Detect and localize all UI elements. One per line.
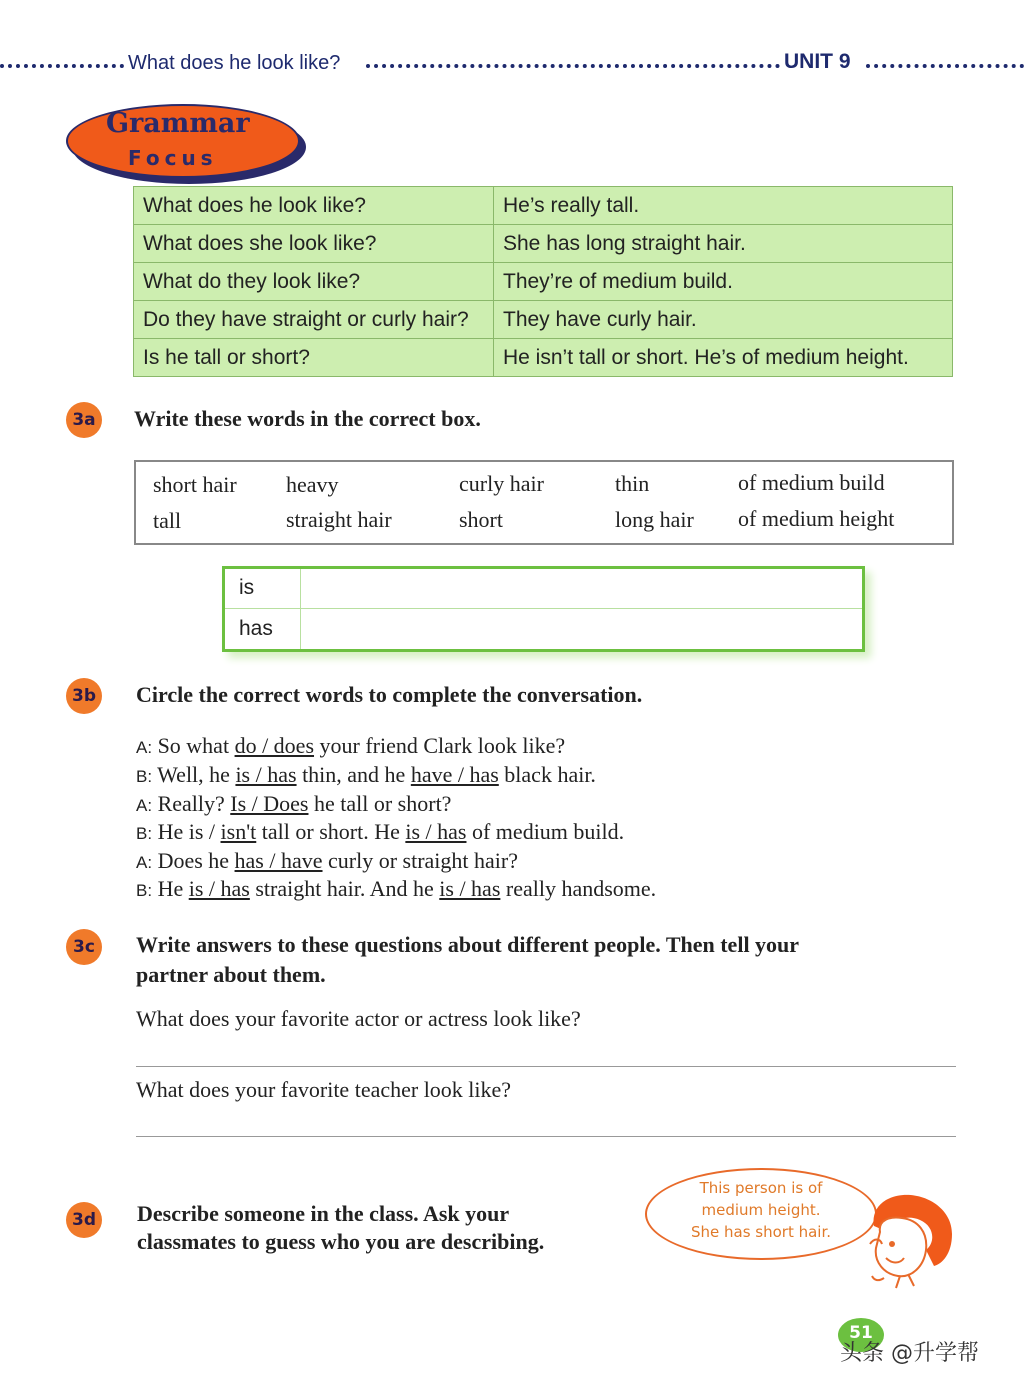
- section-3b-title: Circle the correct words to complete the conversation.: [136, 682, 643, 707]
- line-text: thin, and he: [296, 762, 411, 787]
- bubble-text-line: She has short hair.: [690, 1223, 832, 1241]
- conversation-line: [136, 876, 656, 902]
- word-item: tall: [153, 508, 182, 533]
- choice-option[interactable]: has / have: [234, 848, 323, 873]
- grammar-question: What does she look like?: [134, 225, 494, 263]
- table-row: [134, 187, 953, 225]
- word-item: thin: [615, 471, 650, 496]
- header-title: What does he look like?: [128, 52, 341, 74]
- speaker-label: B:: [136, 881, 153, 900]
- line-text: straight hair. And he: [249, 876, 440, 901]
- grammar-answer: They have curly hair.: [494, 301, 953, 339]
- line-text: Well, he: [157, 762, 236, 787]
- bubble-text-line: medium height.: [701, 1201, 821, 1219]
- speaker-label: A:: [136, 738, 153, 757]
- section-3c-title-line2: partner about them.: [136, 962, 326, 987]
- conversation-line: [136, 791, 451, 817]
- speaker-label: B:: [136, 824, 153, 843]
- page-number: 51: [838, 1318, 884, 1352]
- choice-option[interactable]: Is / Does: [230, 791, 309, 816]
- grammar-table: [133, 186, 953, 377]
- section-3a-title: Write these words in the correct box.: [134, 406, 481, 431]
- speaker-label: B:: [136, 767, 153, 786]
- section-3b-number: 3b: [66, 678, 102, 714]
- grammar-answer: She has long straight hair.: [494, 225, 953, 263]
- word-item: curly hair: [459, 471, 544, 496]
- header-dots-right: [866, 64, 1024, 68]
- conversation-line: [136, 762, 596, 788]
- word-box: [134, 460, 954, 545]
- header-unit: UNIT 9: [784, 50, 851, 73]
- choice-option[interactable]: is / has: [235, 762, 297, 787]
- question-text: What does your favorite actor or actress look like?: [136, 1006, 581, 1031]
- section-3c-title-line1: Write answers to these questions about different people. Then tell your: [136, 932, 800, 957]
- word-item: straight hair: [286, 507, 392, 532]
- is-has-box: [222, 566, 865, 652]
- badge-grammar-text: Grammar: [106, 108, 250, 139]
- watermark-text: 头条 @升学帮: [840, 1341, 979, 1366]
- question-text: What does your favorite teacher look like?: [136, 1077, 512, 1102]
- grammar-answer: He isn’t tall or short. He’s of medium height.: [494, 339, 953, 377]
- grammar-answer: He’s really tall.: [494, 187, 953, 225]
- line-text: black hair.: [498, 762, 596, 787]
- table-row: [134, 225, 953, 263]
- word-item: of medium build: [738, 470, 885, 495]
- grammar-question: Is he tall or short?: [134, 339, 494, 377]
- answer-line[interactable]: [136, 1136, 956, 1137]
- has-label: has: [239, 617, 273, 640]
- word-item: of medium height: [738, 506, 895, 531]
- line-text: curly or straight hair?: [322, 848, 519, 873]
- line-text: He: [157, 876, 189, 901]
- conversation-line: [136, 819, 624, 845]
- badge-focus-text: Focus: [128, 146, 218, 170]
- section-3d-title-line2: classmates to guess who you are describing.: [137, 1229, 545, 1254]
- choice-option[interactable]: is / has: [188, 876, 250, 901]
- answer-line[interactable]: [136, 1066, 956, 1067]
- choice-option[interactable]: is / has: [405, 819, 467, 844]
- choice-option[interactable]: have / has: [410, 762, 499, 787]
- grammar-answer: They’re of medium build.: [494, 263, 953, 301]
- line-text: Really?: [157, 791, 231, 816]
- line-text: He is /: [157, 819, 221, 844]
- table-row: [134, 301, 953, 339]
- section-3d-title-line1: Describe someone in the class. Ask your: [137, 1201, 510, 1226]
- bubble-text-line: This person is of: [699, 1179, 823, 1197]
- header-dots-middle: [366, 64, 780, 68]
- word-item: heavy: [286, 472, 339, 497]
- is-has-divider: [300, 569, 301, 649]
- conversation-line: [136, 733, 565, 759]
- speaker-label: A:: [136, 796, 153, 815]
- grammar-question: Do they have straight or curly hair?: [134, 301, 494, 339]
- choice-option[interactable]: is / has: [439, 876, 501, 901]
- line-text: your friend Clark look like?: [314, 733, 566, 758]
- line-text: Does he: [157, 848, 235, 873]
- table-row: [134, 339, 953, 377]
- table-row: [134, 263, 953, 301]
- section-3a-number: 3a: [66, 402, 102, 438]
- grammar-question: What do they look like?: [134, 263, 494, 301]
- is-row[interactable]: [225, 569, 862, 609]
- line-text: he tall or short?: [308, 791, 452, 816]
- word-item: long hair: [615, 507, 694, 532]
- is-label: is: [239, 576, 255, 599]
- section-3d-number: 3d: [66, 1202, 102, 1238]
- speaker-label: A:: [136, 853, 153, 872]
- word-item: short hair: [153, 472, 237, 497]
- section-3c-number: 3c: [66, 929, 102, 965]
- line-text: tall or short. He: [256, 819, 406, 844]
- has-row[interactable]: [225, 610, 862, 650]
- line-text: really handsome.: [500, 876, 657, 901]
- page-header: [0, 50, 1024, 80]
- choice-option[interactable]: do / does: [234, 733, 315, 758]
- line-text: of medium build.: [466, 819, 625, 844]
- choice-option[interactable]: isn't: [220, 819, 257, 844]
- grammar-focus-badge: [66, 104, 306, 184]
- line-text: So what: [157, 733, 235, 758]
- word-item: short: [459, 507, 503, 532]
- header-dots-left: [0, 64, 124, 68]
- grammar-question: What does he look like?: [134, 187, 494, 225]
- girl-illustration-icon: [856, 1192, 960, 1290]
- conversation-line: [136, 848, 518, 874]
